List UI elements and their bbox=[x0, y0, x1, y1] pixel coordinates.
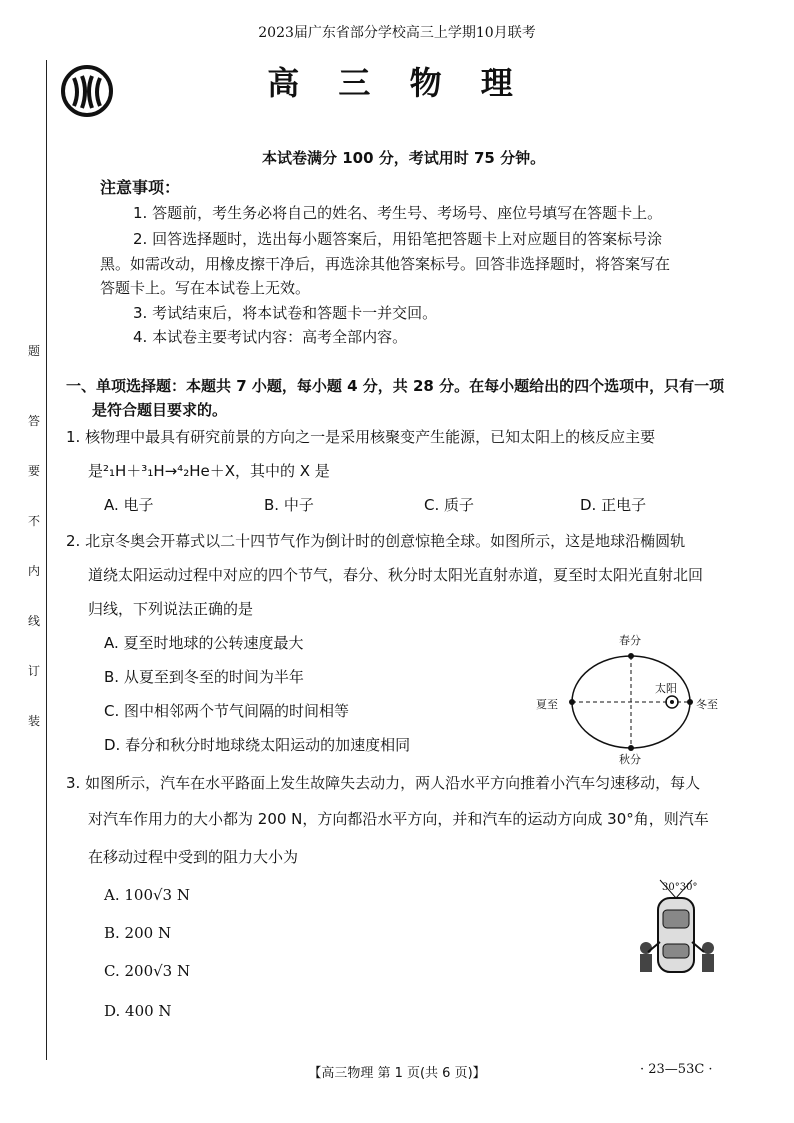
q1-option-d: D. 正电子 bbox=[580, 496, 647, 514]
orbit-diagram bbox=[530, 630, 730, 765]
intro-line: 本试卷满分 100 分，考试用时 75 分钟。 bbox=[262, 149, 546, 167]
exam-code: · 23—53C · bbox=[640, 1062, 713, 1077]
q1-option-b: B. 中子 bbox=[264, 496, 314, 514]
side-char: 不 bbox=[28, 514, 41, 528]
q2-stem: 2. 北京冬奥会开幕式以二十四节气作为倒计时的创意惊艳全球。如图所示，这是地球沿椭圆轨 bbox=[66, 532, 686, 550]
label-chunfen: 春分 bbox=[619, 634, 641, 647]
label-dongzhi: 冬至 bbox=[696, 698, 718, 711]
note-item: 答题卡上。写在本试卷上无效。 bbox=[100, 279, 311, 297]
side-char: 装 bbox=[28, 714, 41, 728]
label-qiufen: 秋分 bbox=[619, 753, 641, 766]
section-heading-cont: 是符合题目要求的。 bbox=[92, 401, 228, 419]
side-char: 内 bbox=[28, 564, 41, 578]
q1-option-c: C. 质子 bbox=[424, 496, 475, 514]
note-item: 3. 考试结束后，将本试卷和答题卡一并交回。 bbox=[133, 304, 438, 322]
label-xiazhi: 夏至 bbox=[536, 698, 558, 711]
q3-stem-cont: 在移动过程中受到的阻力大小为 bbox=[88, 848, 299, 866]
note-item: 4. 本试卷主要考试内容：高考全部内容。 bbox=[133, 328, 408, 346]
angle-label: 30°30° bbox=[662, 882, 698, 893]
q3-option-c: C. 200√3 N bbox=[104, 962, 191, 980]
note-item: 黑。如需改动，用橡皮擦干净后，再选涂其他答案标号。回答非选择题时，将答案写在 bbox=[100, 255, 671, 273]
page-footer: 【高三物理 第 1 页(共 6 页)】 bbox=[308, 1066, 486, 1081]
page-title: 高 三 物 理 bbox=[267, 64, 527, 102]
q2-option-b: B. 从夏至到冬至的时间为半年 bbox=[104, 668, 304, 686]
note-item: 1. 答题前，考生务必将自己的姓名、考生号、考场号、座位号填写在答题卡上。 bbox=[133, 204, 663, 222]
q1-option-a: A. 电子 bbox=[104, 496, 154, 514]
side-char: 订 bbox=[28, 664, 41, 678]
q2-stem-cont: 归线，下列说法正确的是 bbox=[88, 600, 254, 618]
q2-option-d: D. 春分和秋分时地球绕太阳运动的加速度相同 bbox=[104, 736, 411, 754]
q2-stem-cont: 道绕太阳运动过程中对应的四个节气，春分、秋分时太阳光直射赤道，夏至时太阳光直射北回 bbox=[88, 566, 704, 584]
q3-stem-cont: 对汽车作用力的大小都为 200 N，方向都沿水平方向，并和汽车的运动方向成 30°角，则汽车 bbox=[88, 810, 709, 828]
q2-option-c: C. 图中相邻两个节气间隔的时间相等 bbox=[104, 702, 350, 720]
section-heading: 一、单项选择题：本题共 7 小题，每小题 4 分，共 28 分。在每小题给出的四个选项中，只有一项 bbox=[66, 377, 725, 395]
side-char: 题 bbox=[28, 344, 41, 358]
q3-option-b: B. 200 N bbox=[104, 924, 172, 942]
q1-stem-cont: 是²₁H＋³₁H→⁴₂He＋X，其中的 X 是 bbox=[88, 462, 330, 480]
label-sun: 太阳 bbox=[655, 682, 677, 695]
q1-stem: 1. 核物理中最具有研究前景的方向之一是采用核聚变产生能源，已知太阳上的核反应主要 bbox=[66, 428, 656, 446]
notes-heading: 注意事项： bbox=[100, 178, 181, 197]
q2-option-a: A. 夏至时地球的公转速度最大 bbox=[104, 634, 304, 652]
q3-stem: 3. 如图所示，汽车在水平路面上发生故障失去动力，两人沿水平方向推着小汽车匀速移动，每人 bbox=[66, 774, 701, 792]
q3-option-a: A. 100√3 N bbox=[104, 886, 190, 904]
q3-option-d: D. 400 N bbox=[104, 1002, 172, 1020]
side-char: 答 bbox=[28, 414, 41, 428]
side-char: 要 bbox=[28, 464, 41, 478]
side-char: 线 bbox=[28, 614, 41, 628]
car-push-figure bbox=[630, 878, 722, 978]
note-item: 2. 回答选择题时，选出每小题答案后，用铅笔把答题卡上对应题目的答案标号涂 bbox=[133, 230, 663, 248]
binding-line bbox=[46, 60, 47, 1060]
exam-header: 2023届广东省部分学校高三上学期10月联考 bbox=[258, 25, 536, 41]
